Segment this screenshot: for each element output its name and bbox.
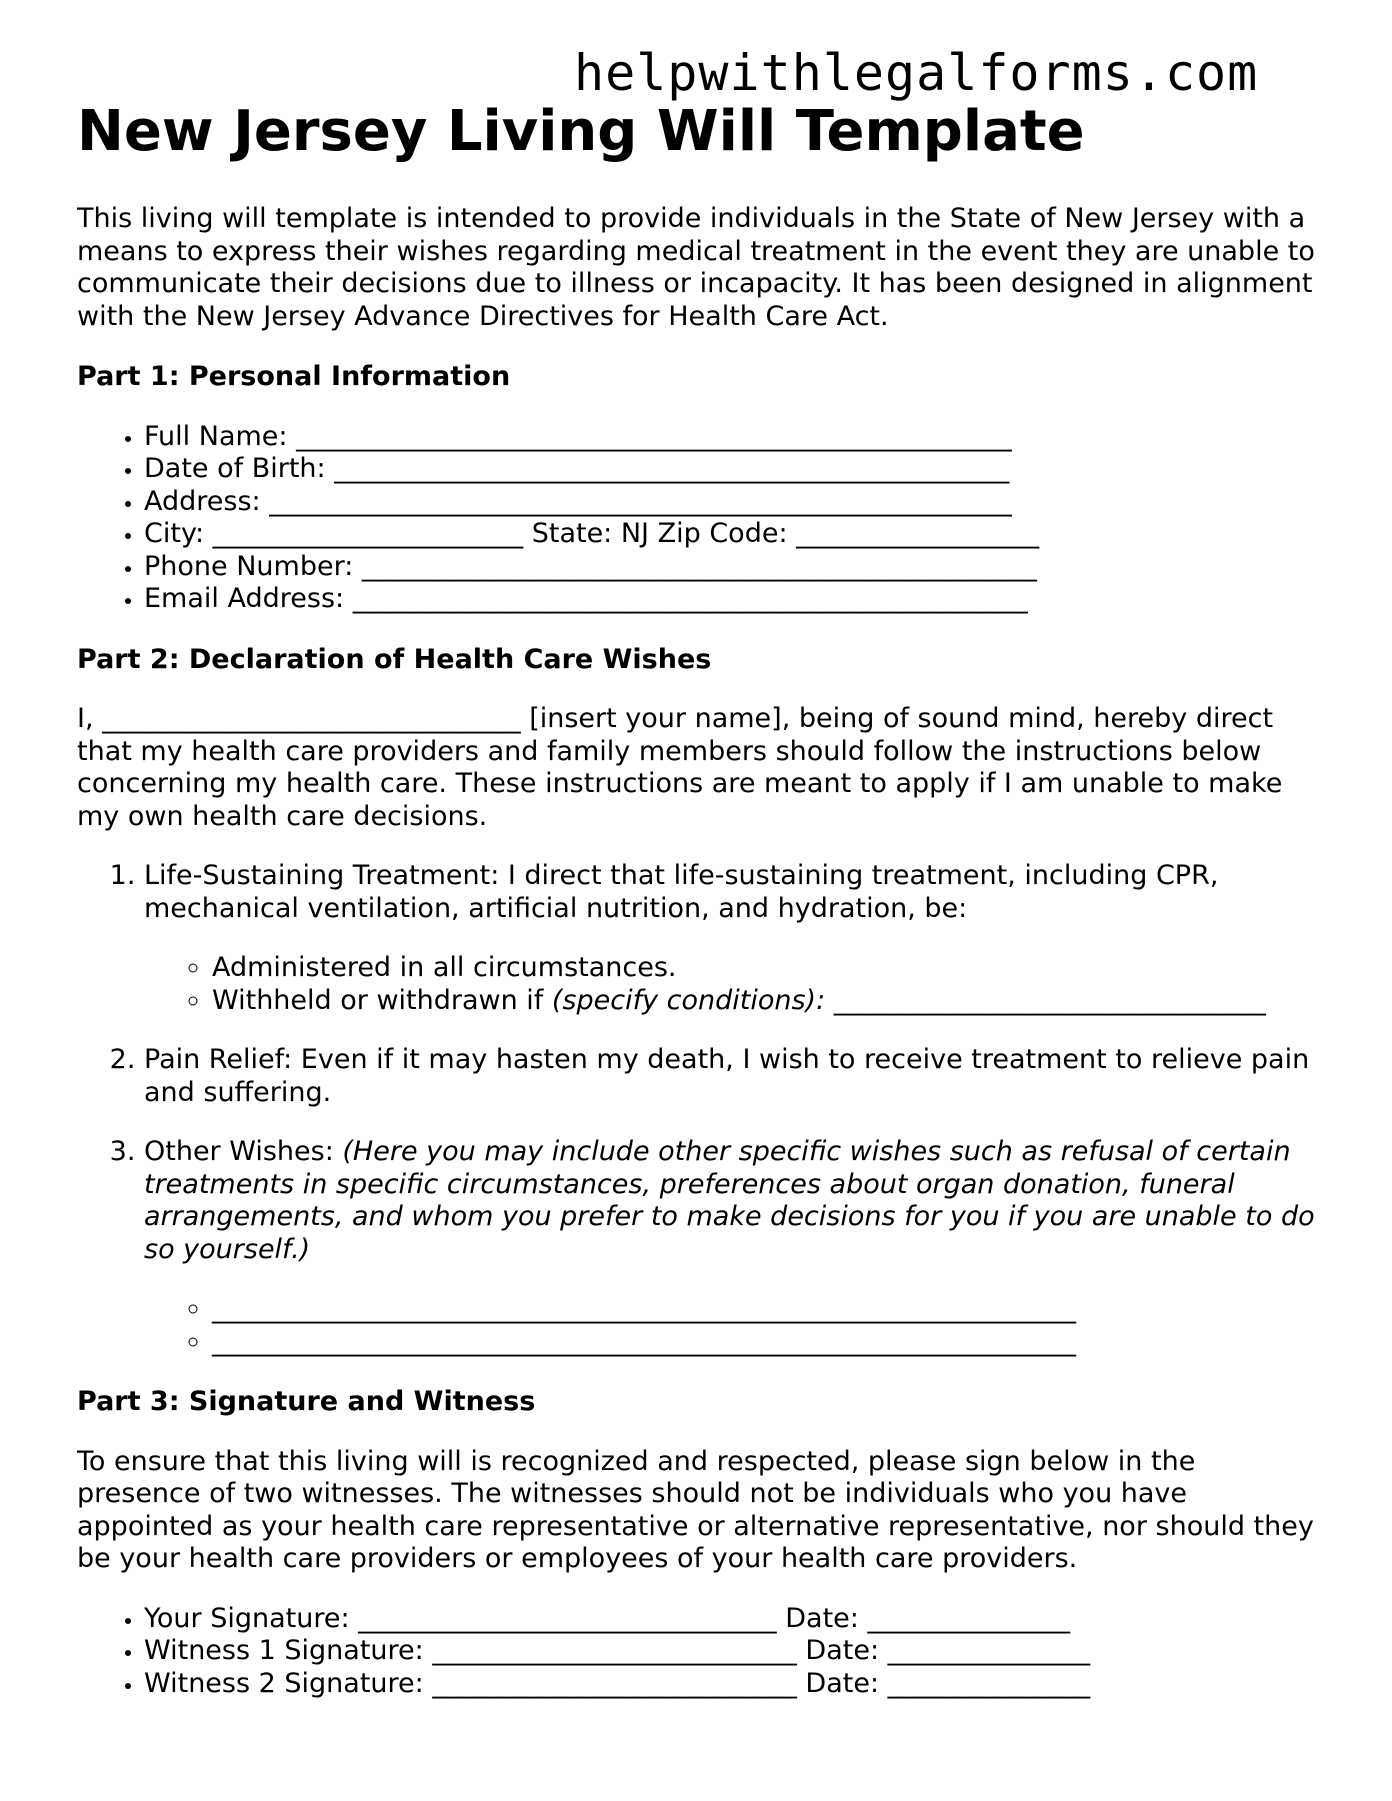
personal-info-list	[77, 421, 1327, 616]
wish-pain-relief-text: Pain Relief: Even if it may hasten my death, I wish to receive treatment to relieve pain and suffering.	[144, 1044, 1310, 1108]
other-wish-line: ◦ ________________________________________________________________	[212, 1326, 1327, 1359]
part3-heading: Part 3: Signature and Witness	[77, 1386, 536, 1417]
wish-other-instructions: (Here you may include other specific wishes such as refusal of certain treatments in specific circumstances, preferences about organ donation, funeral arrangements, and whom you prefer to make decisions for you if you are unable to do so yourself.)	[144, 1136, 1315, 1265]
option-withheld-line: ________________________________	[825, 984, 1266, 1016]
wish-life-sustaining	[144, 860, 1327, 1017]
wish-pain-relief	[144, 1044, 1327, 1109]
other-wish-line: ◦ ________________________________________________________________	[212, 1293, 1327, 1326]
field-date-of-birth: • Date of Birth: __________________________________________________	[144, 453, 1327, 486]
life-sustaining-options	[144, 952, 1327, 1017]
part2-heading: Part 2: Declaration of Health Care Wishes	[77, 643, 712, 675]
other-wishes-lines	[144, 1293, 1327, 1358]
declaration-paragraph: I, _______________________________ [insert your name], being of sound mind, hereby direct that my health care providers and family members should follow the instructions below concerning my health care. These instructions are meant to apply if I am unable to make my own health care decisions.	[77, 703, 1283, 832]
option-administered: ◦ Administered in all circumstances.	[212, 952, 1327, 985]
wishes-list	[77, 860, 1327, 1358]
field-phone-number: • Phone Number: __________________________________________________	[144, 551, 1327, 584]
signature-line-witness-1: • Witness 1 Signature: ___________________________ Date: _______________	[144, 1635, 1327, 1668]
option-withheld-prefix: Withheld or withdrawn if	[212, 984, 552, 1016]
field-full-name: • Full Name: _____________________________________________________	[144, 421, 1327, 454]
document-page	[77, 96, 1327, 1700]
signature-line-yours: • Your Signature: _______________________________ Date: _______________	[144, 1603, 1327, 1636]
signature-list	[77, 1603, 1327, 1701]
option-withheld	[212, 985, 1327, 1018]
signature-instructions: To ensure that this living will is recognized and respected, please sign below in the presence of two witnesses. The witnesses should not be individuals who you have appointed as your health care representative or alternative representative, nor should they be your health care providers or employees of your health care providers.	[77, 1445, 1314, 1574]
field-email-address: • Email Address: __________________________________________________	[144, 583, 1327, 616]
field-city-state-zip: • City: _______________________ State: NJ Zip Code: __________________	[144, 518, 1327, 551]
site-watermark: helpwithlegalforms.com	[574, 44, 1259, 102]
wish-life-sustaining-text: Life-Sustaining Treatment: I direct that life-sustaining treatment, including CPR, mechanical ventilation, artificial nutrition, and hydration, be:	[144, 860, 1219, 924]
wish-other-prefix: Other Wishes:	[144, 1136, 343, 1167]
field-address: • Address: _______________________________________________________	[144, 486, 1327, 519]
signature-line-witness-2: • Witness 2 Signature: ___________________________ Date: _______________	[144, 1668, 1327, 1701]
wish-other	[144, 1136, 1327, 1358]
part1-heading: Part 1: Personal Information	[77, 361, 511, 392]
intro-paragraph: This living will template is intended to provide individuals in the State of New Jersey with a means to express their wishes regarding medical treatment in the event they are unable to communicate their decisions due to illness or incapacity. It has been designed in alignment with the New Jersey Advance Directives for Health Care Act.	[77, 203, 1315, 332]
option-withheld-conditions: (specify conditions):	[551, 984, 826, 1016]
page-title: New Jersey Living Will Template	[77, 99, 1085, 164]
